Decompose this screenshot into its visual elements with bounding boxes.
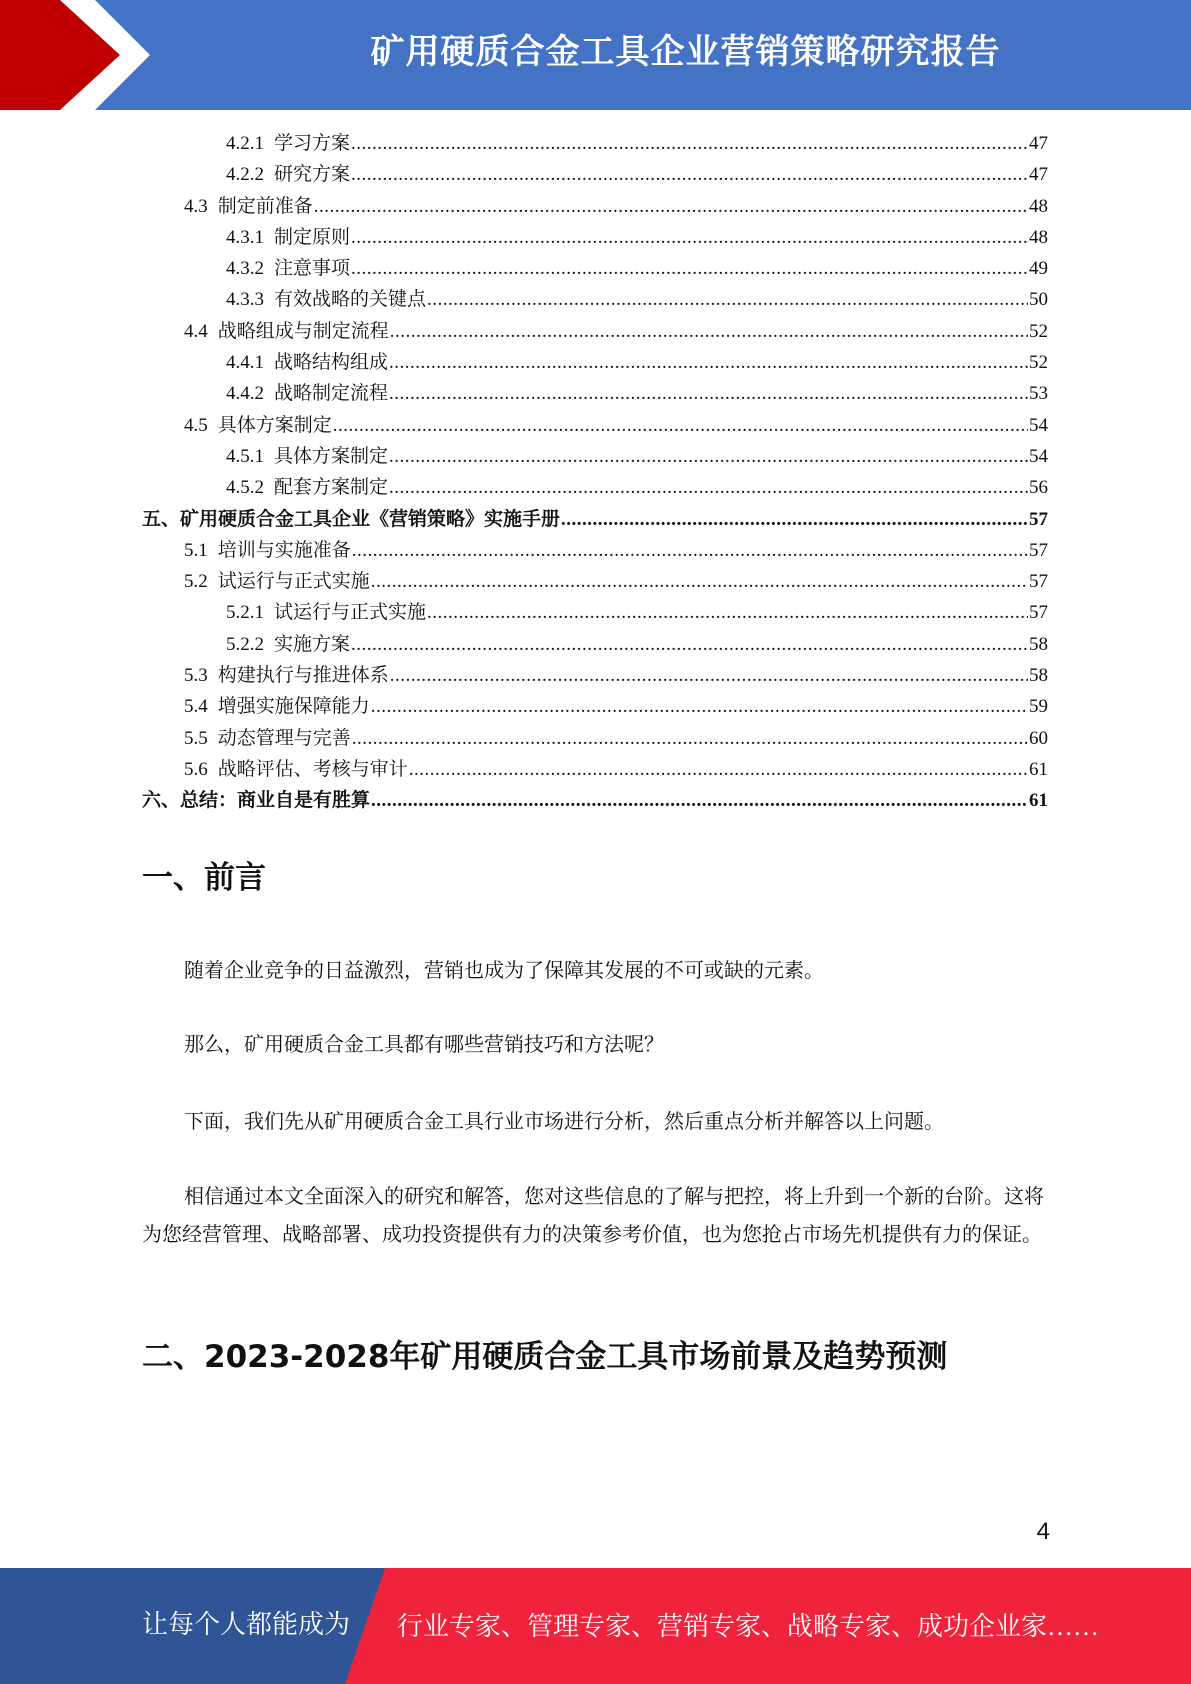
- toc-entry-page: 60: [1029, 727, 1048, 749]
- toc-entry-page: 57: [1029, 571, 1048, 593]
- toc-entry[interactable]: [142, 316, 1048, 347]
- toc-entry[interactable]: [142, 378, 1048, 409]
- toc-entry-number: 5.6: [184, 758, 208, 780]
- toc-dot-leader: [390, 316, 1028, 347]
- toc-entry-label: 培训与实施准备: [217, 539, 351, 561]
- toc-entry-number: 4.2.1: [226, 133, 264, 154]
- toc-entry-number: 4.3.1: [226, 226, 264, 248]
- toc-entry-number: 4.4.1: [226, 352, 264, 374]
- toc-entry-number: 4.5.1: [226, 445, 264, 467]
- toc-entry[interactable]: [142, 347, 1048, 378]
- toc-dot-leader: [427, 597, 1028, 628]
- toc-entry-label: 研究方案: [274, 164, 351, 186]
- toc-entry-number: 5.2: [184, 571, 208, 593]
- toc-dot-leader: [389, 347, 1028, 378]
- toc-entry-page: 58: [1029, 633, 1048, 655]
- toc-entry[interactable]: [142, 691, 1048, 722]
- toc-entry-label: 具体方案制定: [217, 414, 332, 436]
- toc-dot-leader: [352, 723, 1028, 754]
- toc-entry-page: 52: [1029, 352, 1048, 374]
- toc-entry-label: 有效战略的关键点: [274, 289, 427, 311]
- toc-entry-label: 战略组成与制定流程: [217, 320, 389, 342]
- toc-entry-label: 战略制定流程: [274, 383, 389, 405]
- toc-dot-leader: [351, 253, 1028, 284]
- toc-entry-page: 53: [1029, 383, 1048, 405]
- toc-entry-page: 54: [1029, 414, 1048, 436]
- toc-entry[interactable]: [142, 723, 1048, 754]
- toc-entry[interactable]: [142, 253, 1048, 284]
- toc-dot-leader: [351, 222, 1028, 253]
- toc-dot-leader: [333, 410, 1028, 441]
- toc-entry[interactable]: [142, 535, 1048, 566]
- toc-entry-label: 战略评估、考核与审计: [217, 758, 408, 780]
- toc-entry-page: 57: [1029, 602, 1048, 624]
- toc-dot-leader: [371, 691, 1028, 722]
- toc-entry-label: 增强实施保障能力: [217, 696, 370, 718]
- toc-entry-label: 构建执行与推进体系: [217, 665, 389, 687]
- preface-paragraph-3: 下面，我们先从矿用硬质合金工具行业市场进行分析，然后重点分析并解答以上问题。: [184, 1111, 944, 1133]
- toc-entry-number: 5.2.1: [226, 602, 264, 624]
- toc-dot-leader: [390, 660, 1028, 691]
- toc-dot-leader: [561, 504, 1028, 535]
- toc-entry-label: 试运行与正式实施: [274, 602, 427, 624]
- toc-entry-page: 48: [1029, 195, 1048, 217]
- toc-entry-page: 47: [1029, 133, 1048, 154]
- toc-entry-label: 具体方案制定: [274, 445, 389, 467]
- toc-entry-label: 五、矿用硬质合金工具企业《营销策略》实施手册: [142, 508, 561, 530]
- report-title: 矿用硬质合金工具企业营销策略研究报告: [370, 32, 1001, 72]
- toc-entry-number: 4.5.2: [226, 477, 264, 499]
- toc-entry-label: 配套方案制定: [274, 477, 389, 499]
- toc-dot-leader: [409, 754, 1028, 785]
- toc-entry-number: 4.2.2: [226, 164, 264, 186]
- toc-entry-label: 试运行与正式实施: [217, 571, 370, 593]
- toc-entry-number: 5.5: [184, 727, 208, 749]
- toc-entry-page: 61: [1029, 758, 1048, 780]
- toc-entry-page: 54: [1029, 445, 1048, 467]
- toc-entry[interactable]: [142, 159, 1048, 190]
- toc-entry-number: 5.2.2: [226, 633, 264, 655]
- toc-entry-label: 学习方案: [274, 133, 351, 154]
- toc-entry[interactable]: [142, 284, 1048, 315]
- toc-entry-number: 5.3: [184, 665, 208, 687]
- toc-entry-page: 59: [1029, 696, 1048, 718]
- forecast-heading: 二、2023-2028年矿用硬质合金工具市场前景及趋势预测: [142, 1339, 948, 1375]
- preface-paragraph-4: 相信通过本文全面深入的研究和解答，您对这些信息的了解与把控，将上升到一个新的台阶。这将为您经营管理、战略部署、成功投资提供有力的决策参考价值，也为您抢占市场先机提供有力的保证。: [142, 1186, 1044, 1246]
- toc-entry[interactable]: [142, 660, 1048, 691]
- toc-entry-number: 4.4.2: [226, 383, 264, 405]
- toc-entry-page: 47: [1029, 164, 1048, 186]
- toc-entry-label: 战略结构组成: [274, 352, 389, 374]
- toc-entry-number: 5.4: [184, 696, 208, 718]
- toc-entry-page: 57: [1029, 539, 1048, 561]
- preface-heading: 一、前言: [142, 860, 266, 896]
- toc-entry-label: 制定原则: [274, 226, 351, 248]
- toc-entry[interactable]: [142, 754, 1048, 785]
- toc-dot-leader: [389, 378, 1028, 409]
- toc-entry[interactable]: [142, 566, 1048, 597]
- toc-entry[interactable]: [142, 410, 1048, 441]
- preface-paragraph-1: 随着企业竞争的日益激烈，营销也成为了保障其发展的不可或缺的元素。: [184, 960, 824, 982]
- toc-entry-number: 4.3.3: [226, 289, 264, 311]
- toc-entry-number: 4.3: [184, 195, 208, 217]
- toc-entry[interactable]: [142, 191, 1048, 222]
- table-of-contents: [142, 128, 1048, 817]
- toc-entry-page: 56: [1029, 477, 1048, 499]
- toc-entry-label: 动态管理与完善: [217, 727, 351, 749]
- toc-entry[interactable]: [142, 597, 1048, 628]
- header-banner: [0, 0, 1191, 110]
- preface-paragraph-2: 那么，矿用硬质合金工具都有哪些营销技巧和方法呢？: [184, 1034, 664, 1056]
- toc-dot-leader: [371, 785, 1028, 816]
- toc-entry-label: 实施方案: [274, 633, 351, 655]
- toc-entry[interactable]: [142, 222, 1048, 253]
- page-number: 4: [1036, 1518, 1050, 1545]
- toc-entry[interactable]: [142, 785, 1048, 816]
- toc-entry-page: 57: [1029, 508, 1048, 530]
- toc-entry[interactable]: [142, 472, 1048, 503]
- toc-dot-leader: [352, 535, 1028, 566]
- toc-entry-label: 六、总结：商业自是有胜算: [142, 790, 371, 812]
- footer-slogan-left: 让每个人都能成为: [142, 1610, 351, 1639]
- toc-entry[interactable]: [142, 629, 1048, 660]
- toc-entry[interactable]: [142, 128, 1048, 159]
- toc-entry-page: 52: [1029, 320, 1048, 342]
- toc-dot-leader: [351, 128, 1028, 159]
- footer-slogan-right: 行业专家、管理专家、营销专家、战略专家、成功企业家……: [397, 1612, 1100, 1641]
- toc-entry[interactable]: [142, 441, 1048, 472]
- toc-dot-leader: [389, 441, 1028, 472]
- toc-dot-leader: [314, 191, 1028, 222]
- toc-dot-leader: [389, 472, 1028, 503]
- toc-entry-label: 制定前准备: [217, 195, 313, 217]
- toc-entry-page: 61: [1029, 790, 1048, 812]
- toc-dot-leader: [351, 629, 1028, 660]
- toc-dot-leader: [351, 159, 1028, 190]
- toc-entry-number: 5.1: [184, 539, 208, 561]
- toc-dot-leader: [371, 566, 1028, 597]
- toc-entry-label: 注意事项: [274, 258, 351, 280]
- toc-entry-page: 49: [1029, 258, 1048, 280]
- toc-entry-page: 58: [1029, 665, 1048, 687]
- toc-entry-page: 50: [1029, 289, 1048, 311]
- toc-entry-number: 4.5: [184, 414, 208, 436]
- toc-dot-leader: [427, 284, 1028, 315]
- toc-entry-number: 4.4: [184, 320, 208, 342]
- footer-banner: [0, 1568, 1191, 1684]
- toc-entry[interactable]: [142, 504, 1048, 535]
- header-arrow-decoration: [0, 0, 190, 110]
- toc-entry-page: 48: [1029, 226, 1048, 248]
- toc-entry-number: 4.3.2: [226, 258, 264, 280]
